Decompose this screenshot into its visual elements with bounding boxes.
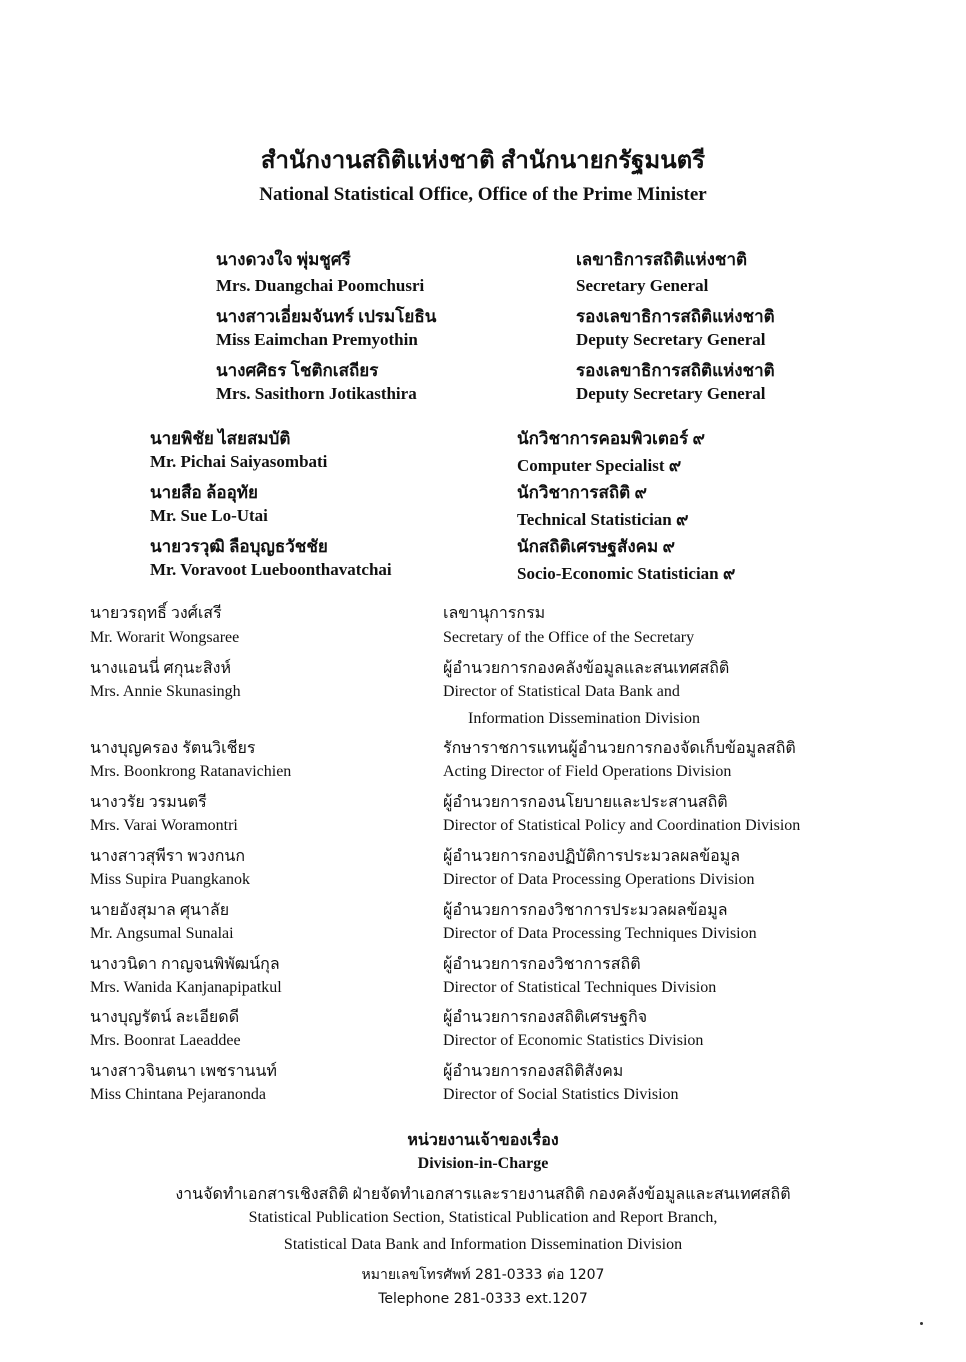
person-name: Mrs. Varai Woramontri <box>90 817 238 834</box>
person-title: Computer Specialist ๙ <box>517 456 682 475</box>
person-name: Mr. Voravoot Lueboonthavatchai <box>150 560 392 579</box>
person-title: ผู้อำนวยการกองวิชาการประมวลผลข้อมูล <box>443 902 728 919</box>
person-title: Director of Data Processing Operations Division <box>443 871 755 888</box>
person-title: Deputy Secretary General <box>576 384 766 403</box>
person-title: รักษาราชการแทนผู้อำนวยการกองจัดเก็บข้อมูลสถิติ <box>443 740 796 757</box>
person-title: Director of Statistical Data Bank and <box>443 683 680 700</box>
phone-thai: หมายเลขโทรศัพท์ 281-0333 ต่อ 1207 <box>361 1267 605 1283</box>
office-title-thai: สำนักงานสถิติแห่งชาติ สำนักนายกรัฐมนตรี <box>260 148 706 174</box>
person-name: นายพิชัย ไสยสมบัติ <box>150 429 291 448</box>
person-name: นายอังสุมาล ศุนาลัย <box>90 902 230 919</box>
person-name: Mrs. Boonkrong Ratanavichien <box>90 763 292 780</box>
person-name: Mr. Pichai Saiyasombati <box>150 452 328 471</box>
person-title: นักวิชาการคอมพิวเตอร์ ๙ <box>517 429 705 448</box>
person-name: Mr. Angsumal Sunalai <box>90 925 234 942</box>
person-title: Director of Social Statistics Division <box>443 1086 679 1103</box>
person-title: Technical Statistician ๙ <box>517 510 689 529</box>
person-name: Miss Supira Puangkanok <box>90 871 250 888</box>
person-name: Mr. Sue Lo-Utai <box>150 506 268 525</box>
person-name: นางแอนนี่ ศกุนะสิงห์ <box>90 660 232 677</box>
person-title: เลขานุการกรม <box>443 605 546 622</box>
person-name: Miss Eaimchan Premyothin <box>216 330 418 349</box>
person-title: ผู้อำนวยการกองคลังข้อมูลและสนเทศสถิติ <box>443 660 730 677</box>
division-heading-thai: หน่วยงานเจ้าของเรื่อง <box>407 1132 559 1149</box>
person-title: นักวิชาการสถิติ ๙ <box>517 483 647 502</box>
division-heading-english: Division-in-Charge <box>417 1155 549 1172</box>
person-name: Miss Chintana Pejaranonda <box>90 1086 266 1103</box>
person-title: นักสถิติเศรษฐสังคม ๙ <box>517 537 675 556</box>
person-title: รองเลขาธิการสถิติแห่งชาติ <box>576 307 775 326</box>
scan-speck <box>920 1322 923 1325</box>
phone-english: Telephone 281-0333 ext.1207 <box>378 1291 588 1307</box>
person-name: Mrs. Annie Skunasingh <box>90 683 241 700</box>
person-name: นางสาวสุพีรา พวงกนก <box>90 848 246 865</box>
person-title: ผู้อำนวยการกองวิชาการสถิติ <box>443 956 641 973</box>
person-name: นายวรฤทธิ์ วงศ์เสรี <box>90 605 222 622</box>
person-title: Acting Director of Field Operations Division <box>443 763 732 780</box>
person-name: นางศศิธร โชติกเสถียร <box>216 361 379 380</box>
person-title: Director of Data Processing Techniques Division <box>443 925 757 942</box>
person-title: ผู้อำนวยการกองนโยบายและประสานสถิติ <box>443 794 728 811</box>
person-name: นายสือ ล้ออุทัย <box>150 483 258 502</box>
person-name: Mrs. Wanida Kanjanapipatkul <box>90 979 282 996</box>
person-title: ผู้อำนวยการกองสถิติสังคม <box>443 1063 624 1080</box>
person-name: นางบุญครอง รัตนวิเชียร <box>90 740 256 757</box>
person-title: Director of Statistical Policy and Coordination Division <box>443 817 801 834</box>
person-name: นางสาวจินตนา เพชรานนท์ <box>90 1063 277 1080</box>
person-title: Director of Statistical Techniques Division <box>443 979 717 996</box>
person-name: นางสาวเอี่ยมจันทร์ เปรมโยธิน <box>216 307 437 326</box>
person-title: รองเลขาธิการสถิติแห่งชาติ <box>576 361 775 380</box>
person-name: Mr. Worarit Wongsaree <box>90 629 240 646</box>
person-title: Director of Economic Statistics Division <box>443 1032 704 1049</box>
person-name: นางวรัย วรมนตรี <box>90 794 207 811</box>
person-name: Mrs. Duangchai Poomchusri <box>216 276 425 295</box>
person-name: Mrs. Sasithorn Jotikasthira <box>216 384 417 403</box>
person-title: Deputy Secretary General <box>576 330 766 349</box>
unit-thai: งานจัดทำเอกสารเชิงสถิติ ฝ่ายจัดทำเอกสารและรายงานสถิติ กองคลังข้อมูลและสนเทศสถิติ <box>175 1186 791 1203</box>
person-name: Mrs. Boonrat Laeaddee <box>90 1032 241 1049</box>
person-title: Information Dissemination Division <box>468 710 700 727</box>
person-title: ผู้อำนวยการกองสถิติเศรษฐกิจ <box>443 1009 648 1026</box>
person-title: Socio-Economic Statistician ๙ <box>517 564 736 583</box>
person-title: เลขาธิการสถิติแห่งชาติ <box>576 250 748 269</box>
person-title: Secretary of the Office of the Secretary <box>443 629 695 646</box>
office-title-english: National Statistical Office, Office of the Prime Minister <box>259 184 707 205</box>
person-name: นางวนิดา กาญจนพิพัฒน์กุล <box>90 956 280 973</box>
person-title: Secretary General <box>576 276 709 295</box>
unit-english-line-2: Statistical Data Bank and Information Dissemination Division <box>283 1236 683 1253</box>
unit-english-line-1: Statistical Publication Section, Statistical Publication and Report Branch, <box>248 1209 718 1226</box>
person-title: ผู้อำนวยการกองปฏิบัติการประมวลผลข้อมูล <box>443 848 741 865</box>
person-name: นางบุญรัตน์ ละเอียดดี <box>90 1009 240 1026</box>
person-name: นางดวงใจ พุ่มชูศรี <box>216 250 351 269</box>
person-name: นายวรวุฒิ ลือบุญธวัชชัย <box>150 537 328 556</box>
